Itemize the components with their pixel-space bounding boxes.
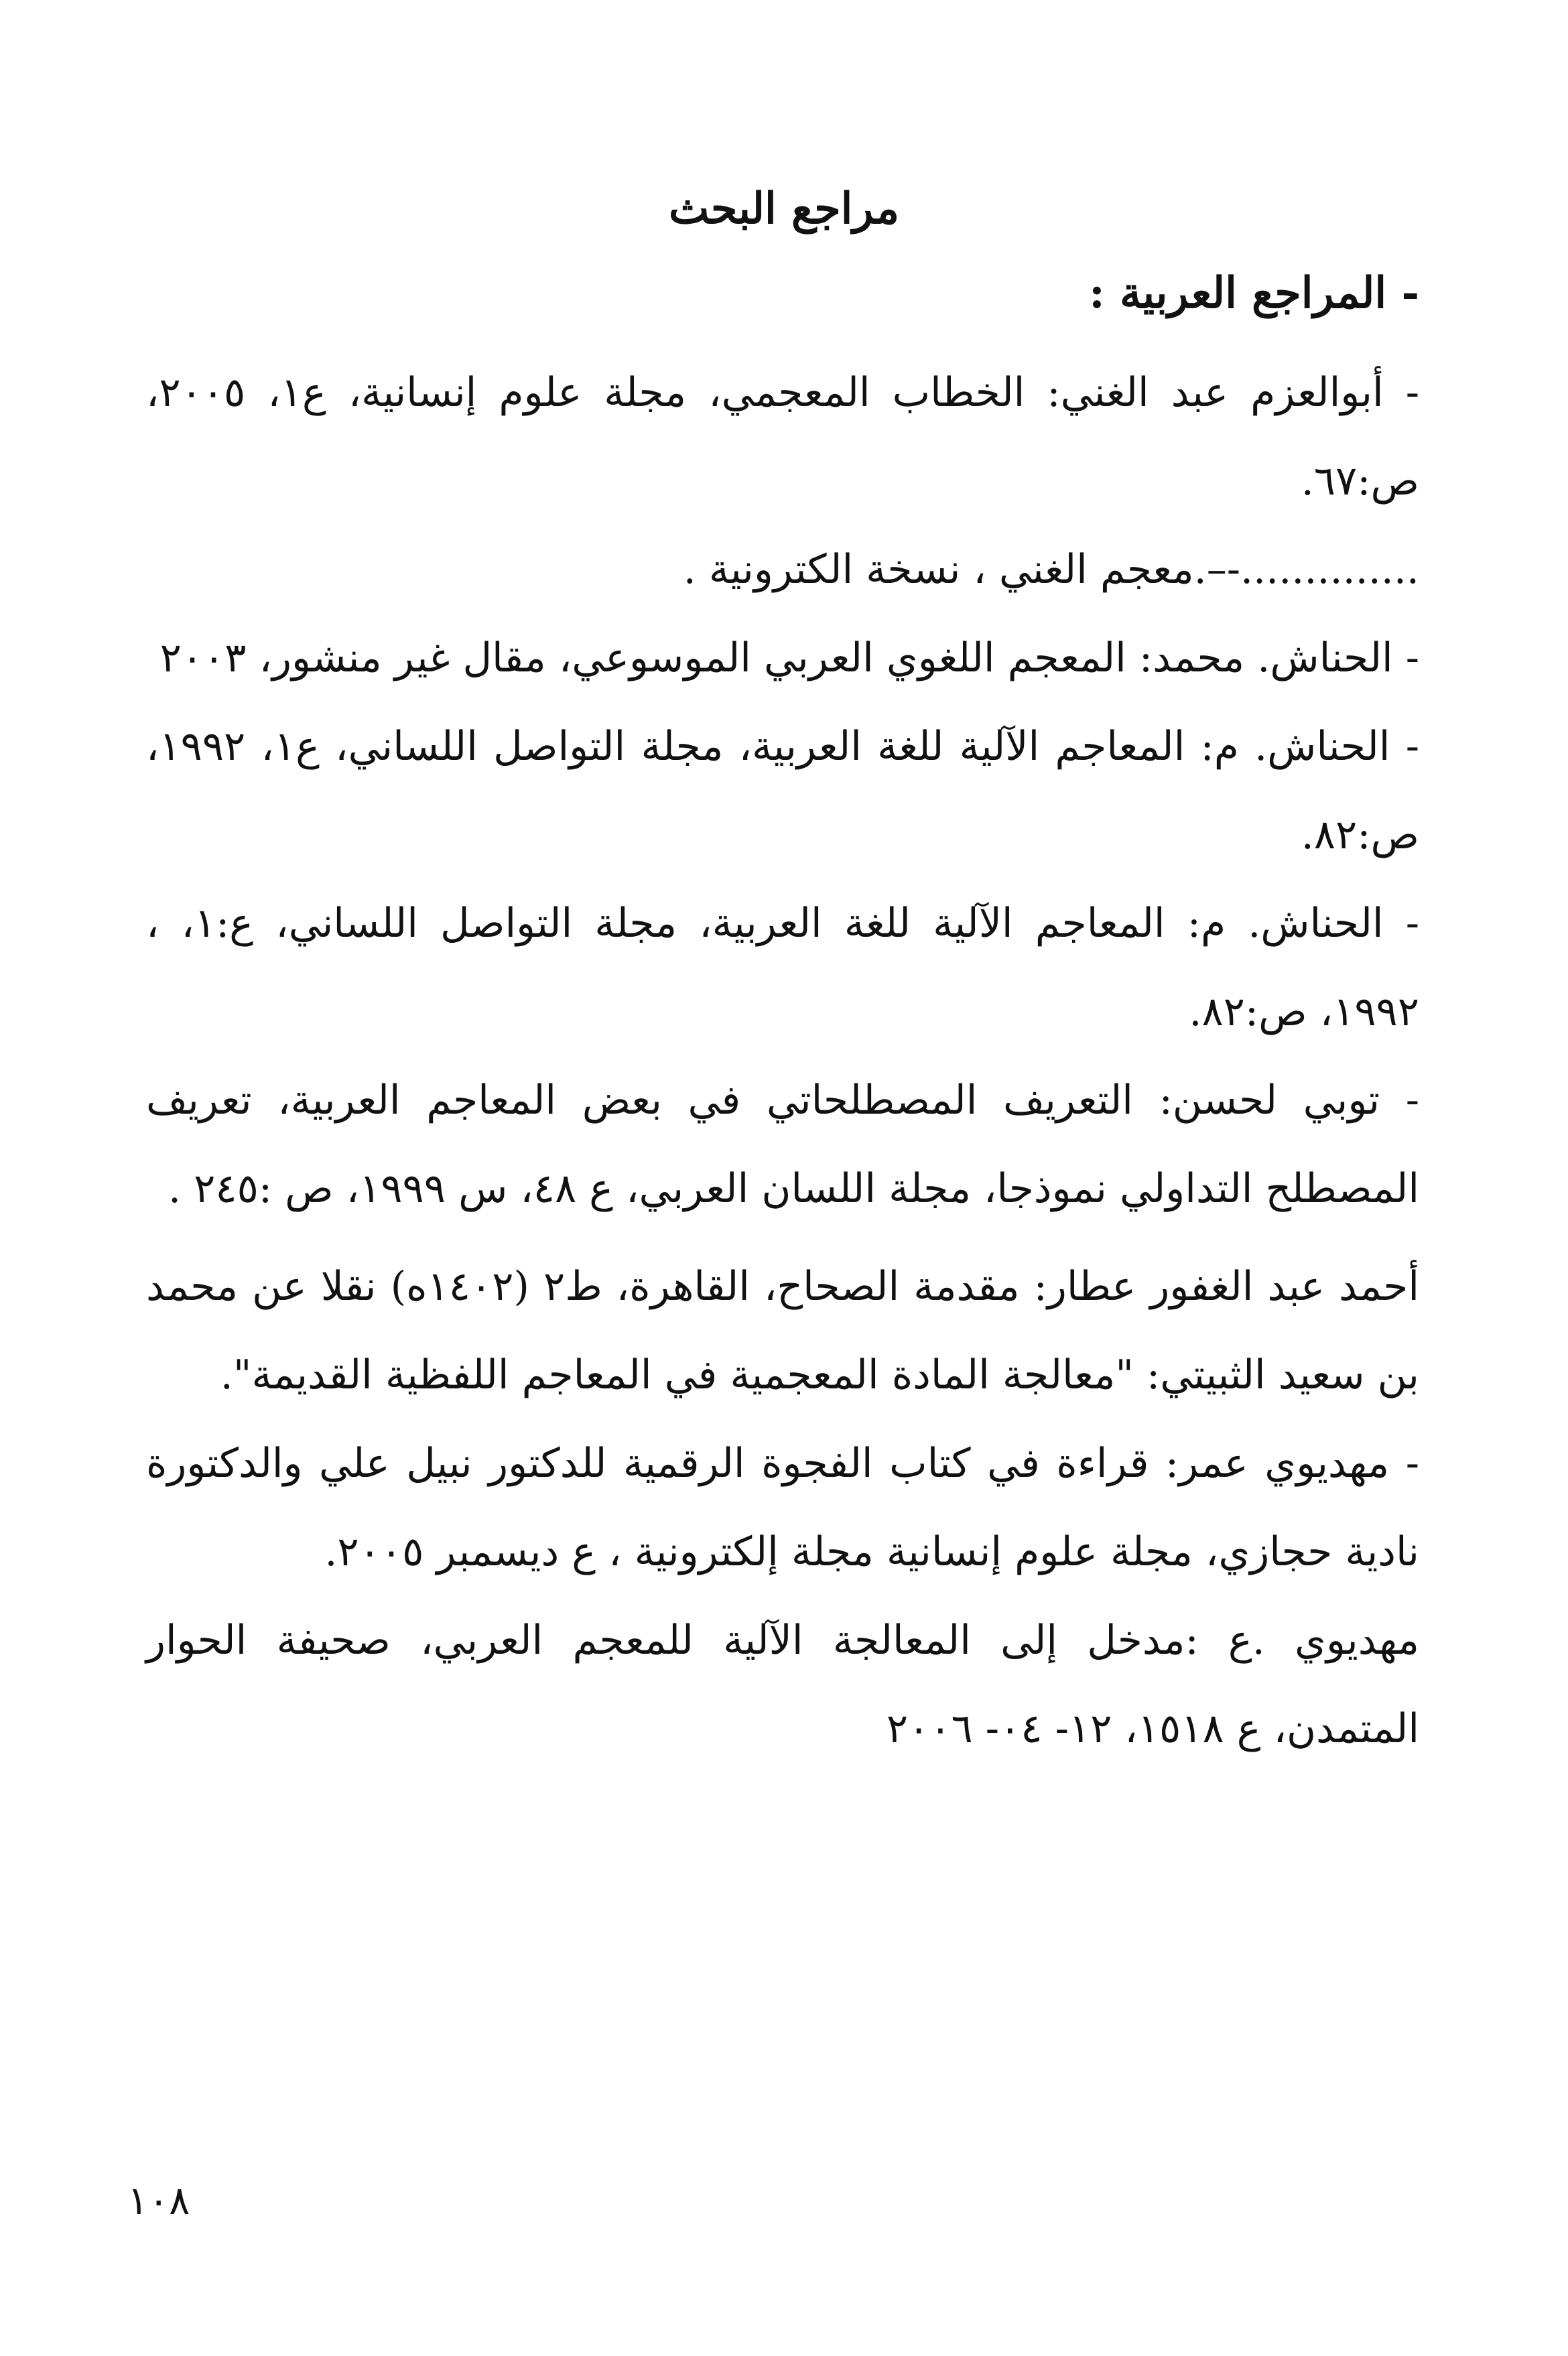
- page-title: مراجع البحث: [668, 184, 900, 234]
- reference-item: - توبي لحسن: التعريف المصطلحاتي في بعض المعاجم العربية، تعريف المصطلح التداولي نموذجا، مجلة اللسان العربي، ع ٤٨، س ١٩٩٩، ص :٢٤٥ .: [146, 1077, 1419, 1212]
- reference-item: - مهديوي عمر: قراءة في كتاب الفجوة الرقمية للدكتور نبيل علي والدكتورة نادية حجازي، مجلة علوم إنسانية مجلة إلكترونية ، ع ديسمبر ٢٠٠٥.: [146, 1440, 1419, 1575]
- reference-item: - الحناش. م: المعاجم الآلية للغة العربية، مجلة التواصل اللساني، ع١، ١٩٩٢، ص:٨٢.: [146, 723, 1419, 858]
- reference-item: - أبوالعزم عبد الغني: الخطاب المعجمي، مجلة علوم إنسانية، ع١، ٢٠٠٥، ص:٦٧.: [146, 369, 1420, 505]
- reference-item: - الحناش. م: المعاجم الآلية للغة العربية، مجلة التواصل اللساني، ع:١، ، ١٩٩٢، ص:٨٢.: [146, 900, 1419, 1035]
- reference-item: - الحناش. محمد: المعجم اللغوي العربي الموسوعي، مقال غير منشور، ٢٠٠٣: [159, 635, 1419, 681]
- reference-list: [146, 348, 1419, 1773]
- section-heading: - المراجع العربية :: [1089, 268, 1419, 318]
- reference-item: ..............-–.معجم الغني ، نسخة الكترونية .: [683, 546, 1419, 593]
- reference-item: أحمد عبد الغفور عطار: مقدمة الصحاح، القاهرة، ط٢ (١٤٠٢ه) نقلا عن محمد بن سعيد الثبيتي: "معالجة المادة المعجمية في المعاجم اللفظية القديمة".: [146, 1263, 1419, 1398]
- reference-item: مهديوي .ع :مدخل إلى المعالجة الآلية للمعجم العربي، صحيفة الحوار المتمدن، ع ١٥١٨، ١٢- ٠٤- ٢٠٠٦: [146, 1617, 1419, 1752]
- page-number: ١٠٨: [127, 2178, 190, 2223]
